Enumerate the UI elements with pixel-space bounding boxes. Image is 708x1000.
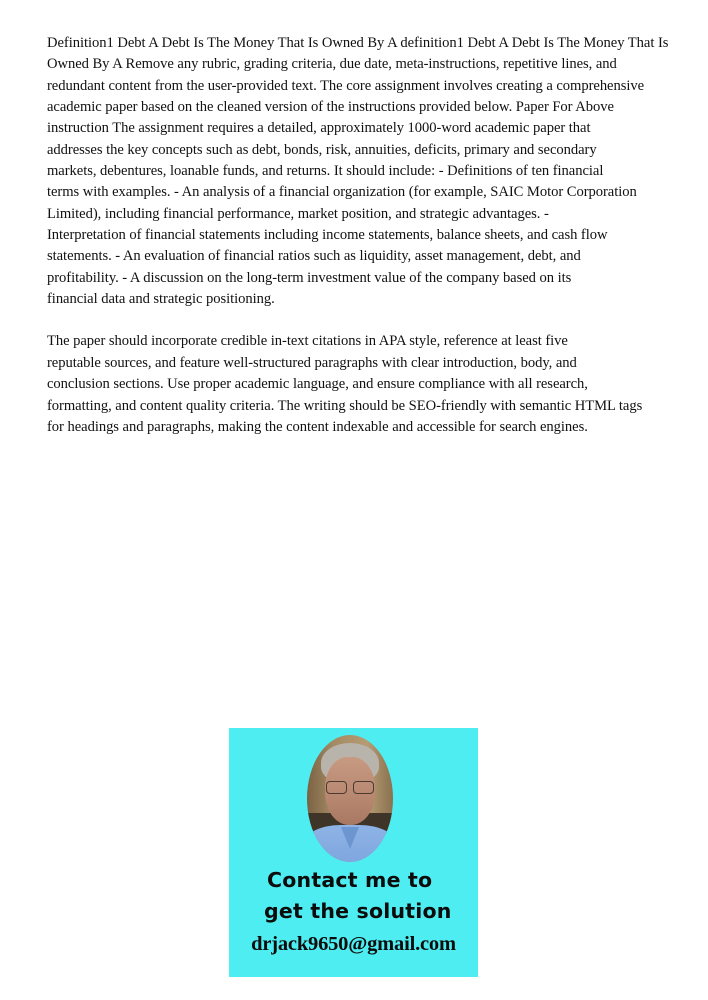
promo-headline-line-2: get the solution bbox=[264, 899, 452, 923]
promo-headline-line-1: Contact me to bbox=[267, 868, 433, 892]
text-line: formatting, and content quality criteria. The writing should be SEO-friendly with semantic HTML tags bbox=[47, 397, 643, 414]
contact-promo-image bbox=[229, 728, 478, 977]
text-line: Owned By A Remove any rubric, grading criteria, due date, meta-instructions, repetitive lines, and bbox=[47, 56, 617, 73]
text-line: addresses the key concepts such as debt, bonds, risk, annuities, deficits, primary and secondary bbox=[47, 141, 597, 158]
text-line: financial data and strategic positioning. bbox=[47, 291, 275, 308]
text-line: conclusion sections. Use proper academic language, and ensure compliance with all research, bbox=[47, 376, 588, 393]
document-body bbox=[47, 33, 677, 438]
text-line: instruction The assignment requires a detailed, approximately 1000-word academic paper that bbox=[47, 120, 591, 137]
person-portrait-icon bbox=[307, 735, 393, 862]
text-line: statements. - An evaluation of financial ratios such as liquidity, asset management, debt, and bbox=[47, 248, 581, 265]
text-line: markets, debentures, loanable funds, and returns. It should include: - Definitions of ten financial bbox=[47, 163, 604, 180]
portrait-glasses bbox=[326, 781, 374, 793]
text-line: reputable sources, and feature well-structured paragraphs with clear introduction, body, and bbox=[47, 354, 577, 371]
text-line: profitability. - A discussion on the long-term investment value of the company based on its bbox=[47, 269, 572, 286]
paragraph-requirements bbox=[47, 331, 677, 438]
text-line: terms with examples. - An analysis of a financial organization (for example, SAIC Motor Corporation bbox=[47, 184, 637, 201]
text-line: The paper should incorporate credible in-text citations in APA style, reference at least five bbox=[47, 333, 568, 350]
text-line: redundant content from the user-provided text. The core assignment involves creating a comprehensive bbox=[47, 77, 645, 94]
text-line: Limited), including financial performance, market position, and strategic advantages. - bbox=[47, 205, 549, 222]
text-line: academic paper based on the cleaned version of the instructions provided below. Paper For Above bbox=[47, 99, 614, 116]
text-line: for headings and paragraphs, making the content indexable and accessible for search engines. bbox=[47, 418, 588, 435]
text-line: Definition1 Debt A Debt Is The Money That Is Owned By A definition1 Debt A Debt Is The Money That Is bbox=[47, 35, 669, 51]
text-line: Interpretation of financial statements including income statements, balance sheets, and cash flow bbox=[47, 227, 608, 244]
paragraph-instructions bbox=[47, 33, 677, 310]
promo-email: drjack9650@gmail.com bbox=[251, 933, 456, 955]
